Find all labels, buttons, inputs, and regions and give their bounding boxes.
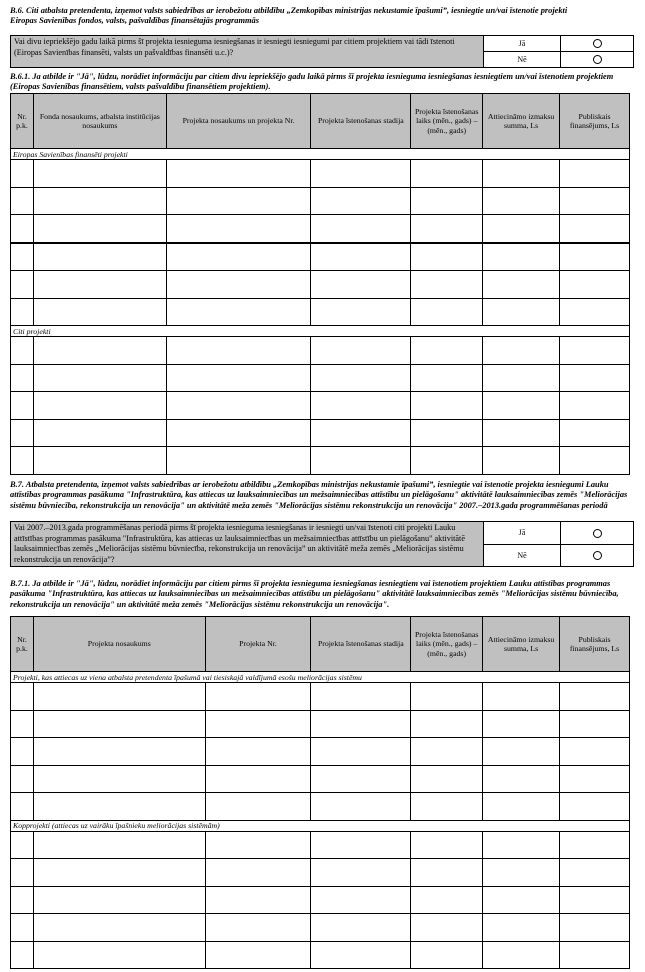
b6-radio-no[interactable] — [561, 52, 634, 68]
col-fund-name: Fonda nosaukums, atbalsta institūcijas nosaukums — [33, 94, 166, 149]
col-nr: Nr. p.k. — [11, 94, 34, 149]
b6-radio-yes[interactable] — [561, 36, 634, 52]
b7-question-table — [10, 521, 634, 567]
b7-radio-no[interactable] — [561, 544, 634, 567]
b7-radio-yes[interactable] — [561, 522, 634, 545]
b71-heading: B.7.1. Ja atbilde ir "Jā", lūdzu, norādiet informāciju par citiem pirms šī projekta iesnieguma iesniegšanas iesniegtiem vai īstenotiem projektiem Lauku attīstības programmas pasākuma "Infrastruktūra, kas attiecas uz lauksaimniecības un mežsaimniecības attīstību un pielāgošanu" aktivitātē lauksaimniecības zemēs "Meliorācijas sistēmu būvniecība, rekonstrukcija un renovācija" un aktivitātē meža zemēs "Meliorācijas sistēmu rekonstrukcija un renovācija". — [10, 579, 619, 609]
table-row[interactable] — [11, 364, 630, 392]
table-row[interactable] — [11, 941, 630, 969]
col-stage: Projekta īstenošanas stadija — [311, 617, 411, 672]
b6-answer-yes-label: Jā — [484, 36, 561, 52]
radio-circle-icon[interactable] — [593, 55, 602, 64]
table-row[interactable] — [11, 160, 630, 188]
table-row[interactable] — [11, 738, 630, 766]
b7-answer-yes-label: Jā — [484, 522, 561, 545]
table-row[interactable] — [11, 710, 630, 738]
col-project-name: Projekta nosaukums un projekta Nr. — [166, 94, 311, 149]
b71-table — [10, 616, 630, 969]
table-row[interactable] — [11, 271, 630, 299]
table-row[interactable] — [11, 215, 630, 243]
col-nr: Nr. p.k. — [11, 617, 34, 672]
b7-answer-no-label: Nē — [484, 544, 561, 567]
table-row[interactable] — [11, 337, 630, 365]
col-project-number: Projekta Nr. — [205, 617, 311, 672]
table-row[interactable] — [11, 793, 630, 821]
table-row[interactable] — [11, 765, 630, 793]
table-row[interactable] — [11, 243, 630, 271]
b6-heading: B.6. Citi atbalsta pretendenta, izņemot valsts sabiedrības ar ierobežotu atbildību „Zemkopības ministrijas nekustamie īpašumi”, iesniegtie un/vai īstenotie projekti Eiropas Savienības fondos, valsts, pašvaldības finansētajās programmās — [10, 6, 568, 26]
table-row[interactable] — [11, 392, 630, 420]
table-row[interactable] — [11, 298, 630, 326]
radio-circle-icon[interactable] — [593, 39, 602, 48]
table-row[interactable] — [11, 683, 630, 711]
b6-answer-no-label: Nē — [484, 52, 561, 68]
col-period: Projekta īstenošanas laiks (mēn., gads) – (mēn., gads) — [411, 617, 483, 672]
section-label: Eiropas Savienības finansēti projekti — [11, 149, 630, 160]
section-label: Projekti, kas attiecas uz viena atbalsta pretendenta īpašumā vai tiesiskajā valdījumā esošu meliorācijas sistēmu — [11, 672, 630, 683]
b7-heading: B.7. Atbalsta pretendenta, izņemot valsts sabiedrības ar ierobežotu atbildību „Zemkopības ministrijas nekustamie īpašumi”, iesniegtie vai īstenotie projekta iesniegumi Lauku attīstības programmas pasākuma "Infrastruktūra, kas attiecas uz lauksaimniecības un mežsaimniecības attīstību un pielāgošanu" aktivitātē lauksaimniecības zemēs "Meliorācijas sistēmu būvniecība, rekonstrukcija un renovācija" un aktivitātē meža zemēs "Meliorācijas sistēmu rekonstrukcija un renovācija" 2007.–2013.gada programmēšanas periodā — [10, 480, 628, 510]
col-project-name: Projekta nosaukums — [33, 617, 205, 672]
radio-circle-icon[interactable] — [593, 551, 602, 560]
radio-circle-icon[interactable] — [593, 529, 602, 538]
table-row[interactable] — [11, 831, 630, 859]
b6-question-text: Vai divu iepriekšējo gadu laikā pirms šī projekta iesnieguma iesniegšanas ir iesniegti iesniegumi par citiem projektiem vai tādi īstenoti (Eiropas Savienības finansēti, valsts un pašvaldības finansēti u.c.)? — [11, 36, 484, 68]
col-period: Projekta īstenošanas laiks (mēn., gads) – (mēn., gads) — [411, 94, 483, 149]
col-public-funding: Publiskais finansējums, Ls — [560, 94, 630, 149]
table-row[interactable] — [11, 447, 630, 475]
b7-question-text: Vai 2007.–2013.gada programmēšanas periodā pirms šī projekta iesnieguma iesniegšanas ir iesniegti un/vai īstenoti citi projekti Lauku attīstības programmas pasākuma "Infrastruktūra, kas attiecas uz lauksaimniecības un mežsaimniecības attīstību un pielāgošanu" aktivitātē lauksaimniecības zemēs „Meliorācijas sistēmu būvniecība, rekonstrukcija un renovācija” un aktivitātē meža zemēs „Meliorācijas sistēmu rekonstrukcija un renovācija”? — [11, 522, 484, 567]
table-row[interactable] — [11, 187, 630, 215]
section-label: Citi projekti — [11, 326, 630, 337]
section-label: Kopprojekti (attiecas uz vairāku īpašnieku meliorācijas sistēmām) — [11, 820, 630, 831]
col-stage: Projekta īstenošanas stadija — [311, 94, 411, 149]
table-row[interactable] — [11, 914, 630, 942]
b61-heading: B.6.1. Ja atbilde ir "Jā", lūdzu, norādiet informāciju par citiem divu iepriekšējo gadu laikā pirms šī projekta iesnieguma iesniegšanas iesniegtiem un/vai īstenotiem projektiem (Eiropas Savienības finansētiem, valsts pašvaldību finansētiem projektiem). — [10, 72, 614, 92]
b6-question-table — [10, 35, 634, 68]
col-public-funding: Publiskais finansējums, Ls — [560, 617, 630, 672]
table-row[interactable] — [11, 859, 630, 887]
col-eligible-costs: Attiecināmo izmaksu summa, Ls — [483, 94, 560, 149]
col-eligible-costs: Attiecināmo izmaksu summa, Ls — [483, 617, 560, 672]
table-row[interactable] — [11, 419, 630, 447]
b61-table — [10, 93, 630, 475]
table-row[interactable] — [11, 886, 630, 914]
